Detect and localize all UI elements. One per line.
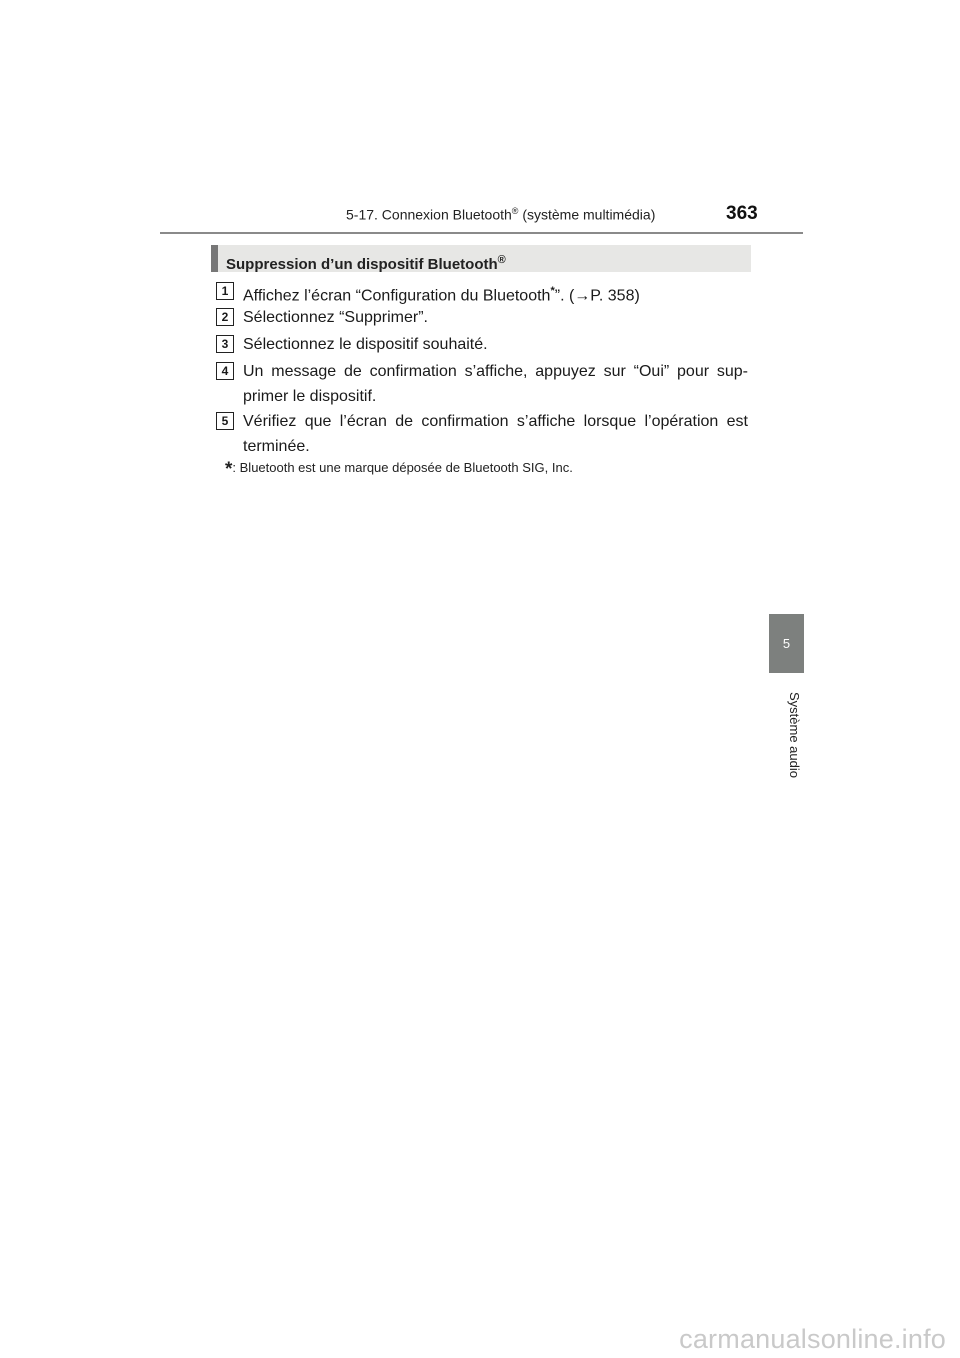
registered-mark: ® <box>511 206 519 216</box>
running-header <box>346 206 655 223</box>
section-heading <box>211 245 751 272</box>
step-text: Un message de confirmation s’affiche, appuyez sur “Oui” pour sup- primer le dispositif. <box>243 363 748 405</box>
footnote-text: : Bluetooth est une marque déposée de Bluetooth SIG, Inc. <box>232 460 573 475</box>
section-registered-mark: ® <box>497 254 506 266</box>
step-text: Sélectionnez le dispositif souhaité. <box>243 336 488 353</box>
header-section-suffix: (système multimédia) <box>518 206 656 223</box>
step-text: Affichez l’écran “Configuration du Bluetooth*”. (→P. 358) <box>243 285 640 305</box>
step-text: Vérifiez que l’écran de confirmation s’affiche lorsque l’opération est terminée. <box>243 413 748 455</box>
footnote-star: * <box>225 459 233 480</box>
watermark: carmanualsonline.info <box>679 1324 946 1354</box>
footnote <box>225 459 573 481</box>
chapter-tab <box>769 614 804 673</box>
step-number-badge: 2 <box>216 308 234 326</box>
section-title: Suppression d’un dispositif Bluetooth <box>226 256 498 273</box>
chapter-number: 5 <box>782 636 791 651</box>
page-number: 363 <box>726 203 758 224</box>
step-number-badge: 4 <box>216 362 234 380</box>
step-number-badge: 5 <box>216 412 234 430</box>
step-number-badge: 3 <box>216 335 234 353</box>
footnote-asterisk: * <box>550 285 555 297</box>
header-section-title: 5-17. Connexion Bluetooth <box>346 206 512 223</box>
chapter-label: Système audio <box>787 692 802 778</box>
header-divider <box>160 232 803 234</box>
step-number-badge: 1 <box>216 282 234 300</box>
step-text: Sélectionnez “Supprimer”. <box>243 309 428 326</box>
